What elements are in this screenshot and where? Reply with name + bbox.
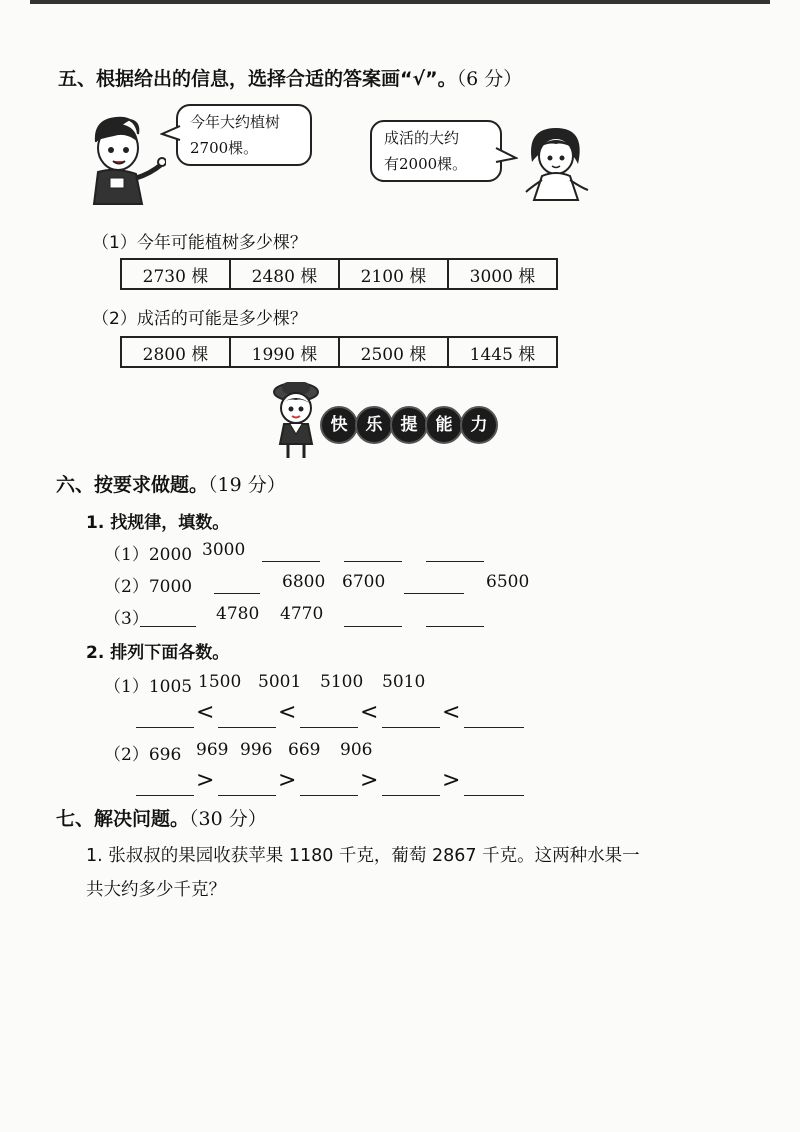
q1-option[interactable]: 2100 棵 (339, 259, 448, 289)
boy-speech-line1: 今年大约植树 (190, 113, 281, 131)
q2-option[interactable]: 1445 棵 (448, 337, 557, 367)
less-than-sign: < (360, 700, 379, 725)
order-number: 906 (340, 740, 373, 760)
girl-illustration (516, 122, 596, 202)
section7-q1-line1: 1. 张叔叔的果园收获苹果 1180 千克，葡萄 2867 千克。这两种水果一 (86, 846, 640, 866)
greater-than-sign: > (196, 768, 215, 793)
section6-title (56, 470, 286, 497)
section7-title-text: 七、解决问题。 (56, 808, 190, 830)
sequence-number: 6700 (342, 572, 386, 592)
sequence-number: 4770 (280, 604, 324, 624)
order-number: 996 (240, 740, 273, 760)
less-than-sign: < (196, 700, 215, 725)
answer-blank[interactable] (214, 593, 260, 594)
banner-char: 乐 (355, 406, 393, 444)
section5-points: （6 分） (456, 68, 523, 90)
answer-blank[interactable] (464, 727, 524, 728)
page-top-border (30, 0, 770, 4)
section6-points: （19 分） (208, 474, 286, 496)
q2-options-table (120, 336, 558, 368)
banner-char: 能 (425, 406, 463, 444)
banner-char: 提 (390, 406, 428, 444)
order-number: （2）696 (104, 745, 182, 765)
q1-option[interactable]: 2730 棵 (121, 259, 230, 289)
sequence-number: 6500 (486, 572, 530, 592)
boy-illustration (86, 112, 166, 207)
order-number: （1）1005 (104, 677, 193, 697)
answer-blank[interactable] (344, 626, 402, 627)
order-number: 5100 (320, 672, 364, 692)
section5-question2: （2）成活的可能是多少棵？ (92, 309, 307, 329)
order-number: 5001 (258, 672, 302, 692)
sequence-number: 6800 (282, 572, 326, 592)
section6-title-text: 六、按要求做题。 (56, 474, 209, 496)
less-than-sign: < (278, 700, 297, 725)
q1-option[interactable]: 3000 棵 (448, 259, 557, 289)
section5-title (58, 64, 522, 91)
sequence-number: 4780 (216, 604, 260, 624)
boy-speech-line2: 2700棵。 (190, 139, 259, 157)
boy-speech-bubble (176, 104, 312, 166)
answer-blank[interactable] (344, 561, 402, 562)
sequence-number: （2）7000 (104, 577, 193, 597)
girl-speech-bubble (370, 120, 502, 182)
section7-title (56, 804, 267, 831)
answer-blank[interactable] (218, 795, 276, 796)
order-number: 969 (196, 740, 229, 760)
answer-blank[interactable] (136, 795, 194, 796)
section5-question1: （1）今年可能植树多少棵？ (92, 233, 307, 253)
sequence-number: （3） (104, 609, 149, 629)
banner-char: 力 (460, 406, 498, 444)
answer-blank[interactable] (300, 727, 358, 728)
section7-q1-line2: 共大约多少千克？ (86, 880, 226, 900)
boy-bubble-tail (160, 122, 182, 144)
section7-points: （30 分） (189, 808, 267, 830)
answer-blank[interactable] (218, 727, 276, 728)
girl-speech-line2: 有2000棵。 (384, 155, 468, 173)
section6-q1-title: 1. 找规律，填数。 (86, 513, 230, 533)
answer-blank[interactable] (300, 795, 358, 796)
answer-blank[interactable] (136, 727, 194, 728)
sequence-number: 3000 (202, 540, 246, 560)
order-number: 5010 (382, 672, 426, 692)
greater-than-sign: > (360, 768, 379, 793)
answer-blank[interactable] (262, 561, 320, 562)
answer-blank[interactable] (426, 561, 484, 562)
greater-than-sign: > (278, 768, 297, 793)
sequence-number: （1）2000 (104, 545, 193, 565)
answer-blank[interactable] (140, 626, 196, 627)
q2-option[interactable]: 1990 棵 (230, 337, 339, 367)
banner-char: 快 (320, 406, 358, 444)
answer-blank[interactable] (382, 727, 440, 728)
q2-option[interactable]: 2500 棵 (339, 337, 448, 367)
order-number: 669 (288, 740, 321, 760)
q2-option[interactable]: 2800 棵 (121, 337, 230, 367)
less-than-sign: < (442, 700, 461, 725)
greater-than-sign: > (442, 768, 461, 793)
section6-q2-title: 2. 排列下面各数。 (86, 643, 230, 663)
answer-blank[interactable] (404, 593, 464, 594)
answer-blank[interactable] (382, 795, 440, 796)
answer-blank[interactable] (464, 795, 524, 796)
banner-girl-illustration (268, 378, 324, 462)
section5-title-text: 五、根据给出的信息，选择合适的答案画“√”。 (58, 68, 457, 90)
order-number: 1500 (198, 672, 242, 692)
answer-blank[interactable] (426, 626, 484, 627)
q1-option[interactable]: 2480 棵 (230, 259, 339, 289)
girl-bubble-tail (494, 144, 518, 166)
girl-speech-line1: 成活的大约 (384, 129, 460, 147)
q1-options-table (120, 258, 558, 290)
